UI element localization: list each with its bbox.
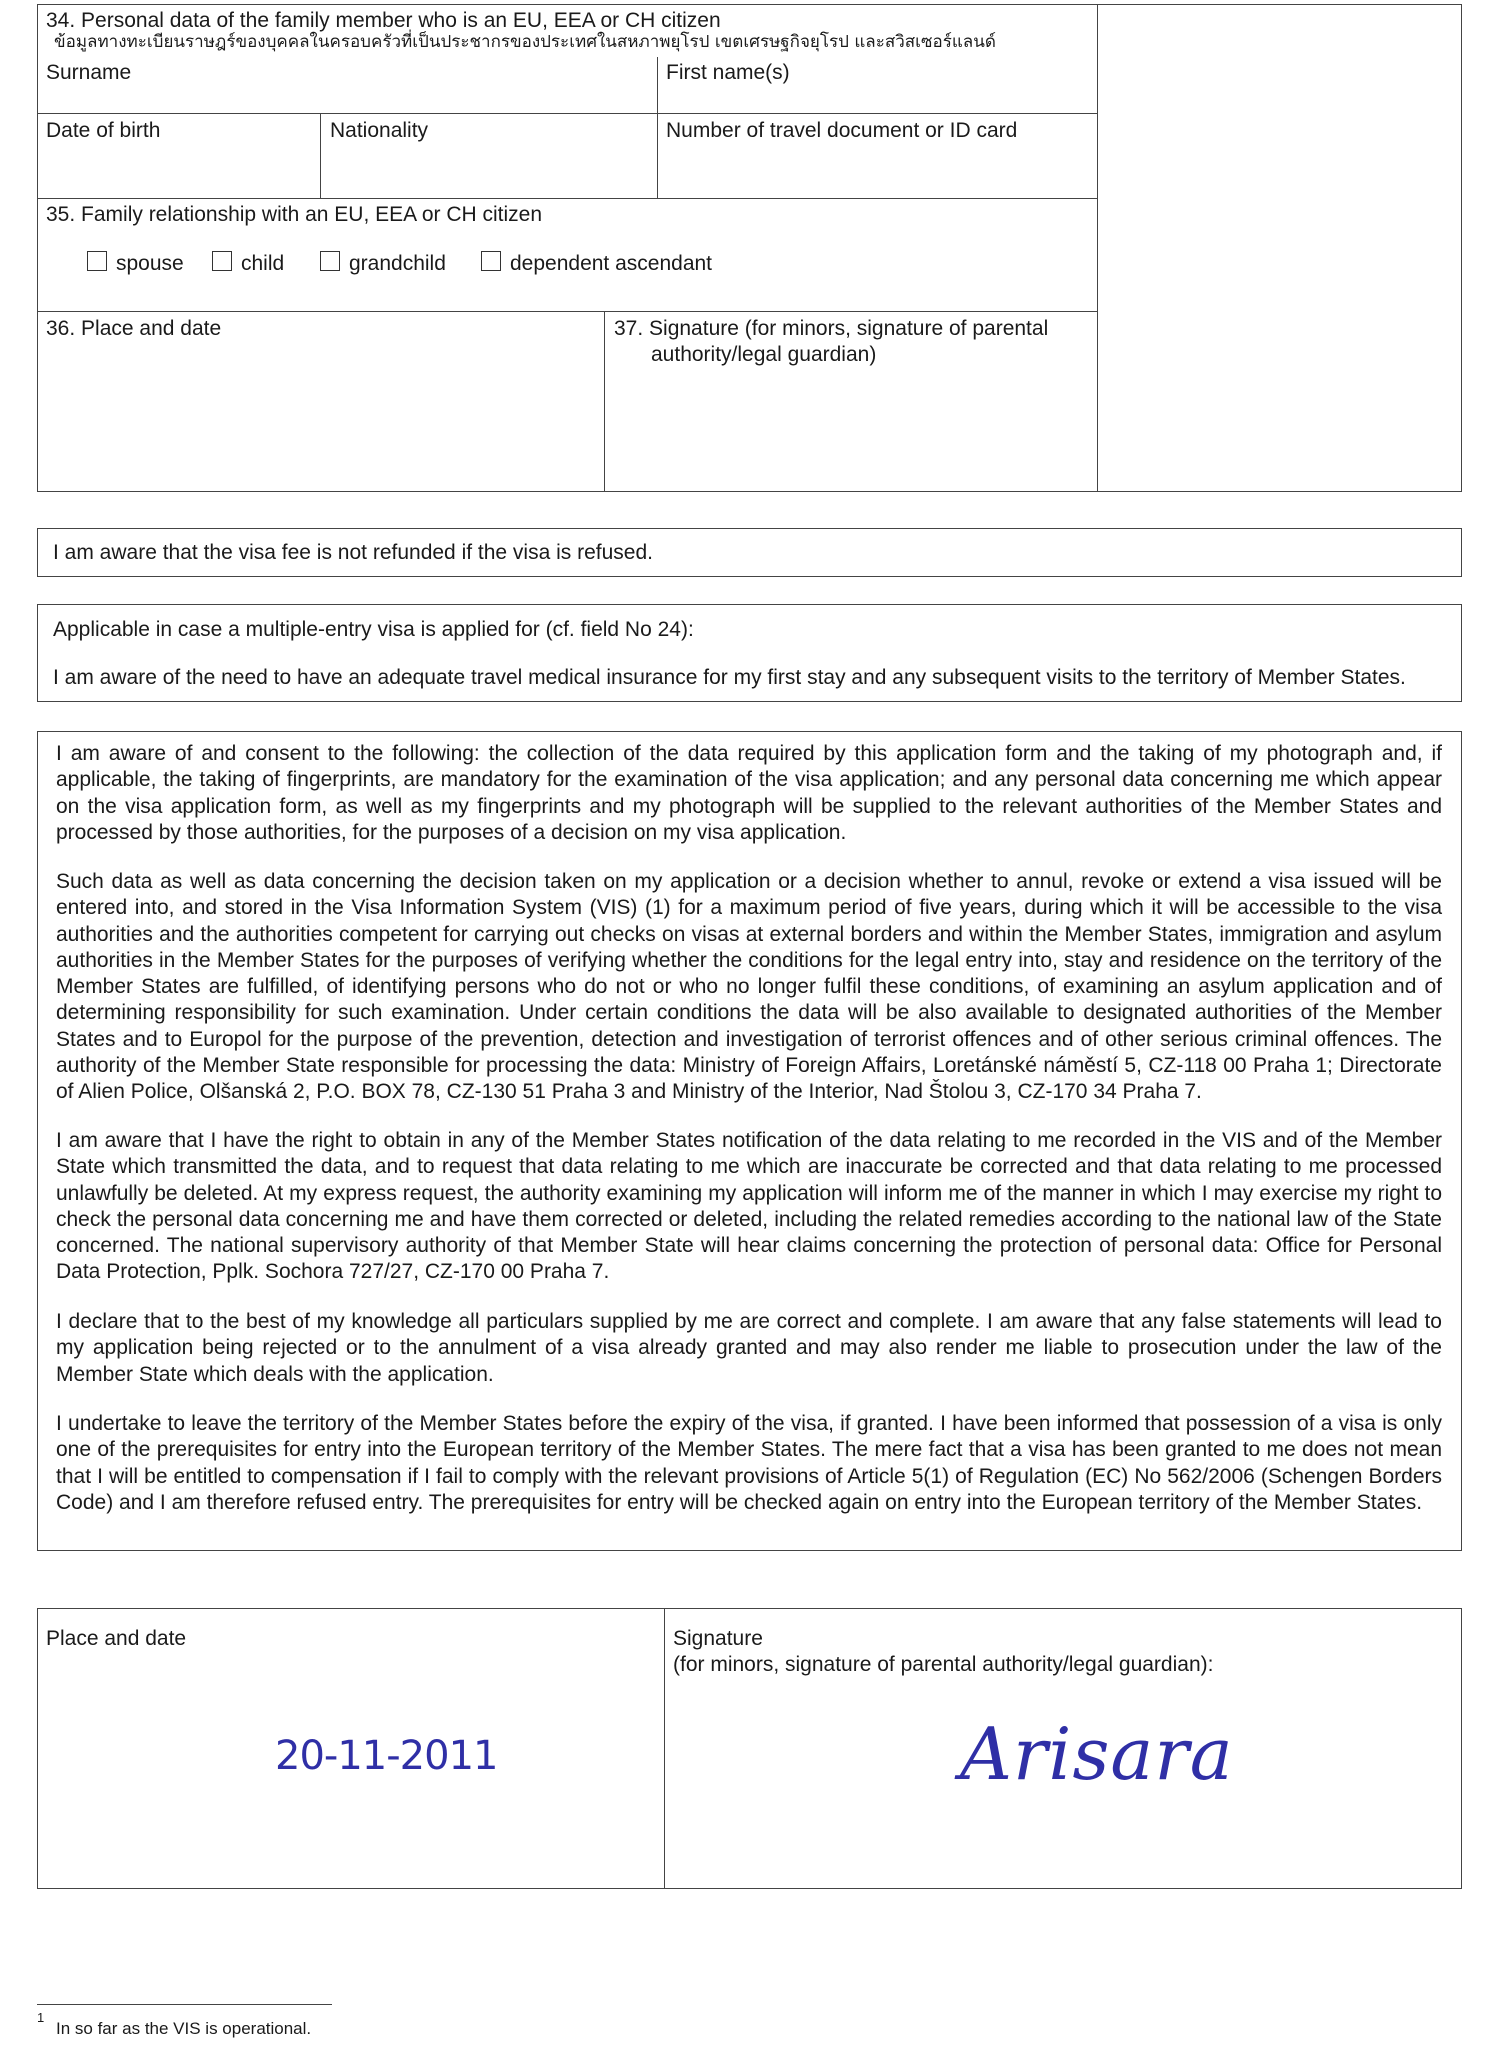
surname-label: Surname bbox=[46, 61, 132, 84]
footnote-marker: 1 bbox=[37, 2010, 45, 2025]
row-divider-2 bbox=[37, 198, 1097, 199]
multiple-entry-line2: I am aware of the need to have an adequate travel medical insurance for my first stay and any subsequent visits to the territory of Member States. bbox=[53, 666, 1406, 689]
footnote-rule bbox=[37, 2004, 332, 2005]
dob-nationality-divider bbox=[320, 113, 321, 198]
nationality-label: Nationality bbox=[330, 119, 429, 142]
nationality-field[interactable] bbox=[324, 146, 654, 194]
spouse-checkbox[interactable] bbox=[87, 251, 107, 271]
declaration-paragraph-departure: I undertake to leave the territory of the Member States before the expiry of the visa, if granted. I have been informed that possession of a visa is only one of the prerequisites for entry into the European territory of the Member States. The mere fact that a visa has been granted to me does not mean that I will be entitled to compensation if I fail to comply with the relevant provisions of Article 5(1) of Regulation (EC) No 562/2006 (Schengen Borders Code) and I am therefore refused entry. The prerequisites for entry will be checked again on entry into the European territory of the Member States. bbox=[56, 1412, 1442, 1514]
signature-37-label-line1: 37. Signature (for minors, signature of parental bbox=[614, 317, 1049, 340]
child-checkbox[interactable] bbox=[212, 251, 232, 271]
place-signature-divider bbox=[604, 311, 605, 492]
right-column-divider bbox=[1097, 4, 1098, 492]
final-signature-divider bbox=[664, 1608, 665, 1889]
travel-doc-label: Number of travel document or ID card bbox=[666, 119, 1018, 142]
surname-field[interactable] bbox=[40, 84, 652, 110]
signature-37-field[interactable] bbox=[608, 372, 1093, 488]
dependent-ascendant-checkbox[interactable] bbox=[481, 251, 501, 271]
child-option-label: child bbox=[241, 252, 285, 275]
declaration-paragraph-truthfulness: I declare that to the best of my knowledge all particulars supplied by me are correct and complete. I am aware that any false statements will lead to my application being rejected or to the annulment of a visa already granted and may also render me liable to prosecution under the law of the Member State which deals with the application. bbox=[56, 1310, 1442, 1386]
travel-doc-field[interactable] bbox=[662, 146, 1092, 194]
dob-label: Date of birth bbox=[46, 119, 161, 142]
family-section-heading-thai: ข้อมูลทางทะเบียนราษฎร์ของบุคคลในครอบครัวที่เป็นประชากรของประเทศในสหภาพยุโรป เขตเศรษฐกิจยุโรป และสวิสเซอร์แลนด์ bbox=[54, 32, 996, 52]
visa-fee-notice: I am aware that the visa fee is not refunded if the visa is refused. bbox=[53, 541, 653, 564]
first-name-field[interactable] bbox=[662, 84, 1092, 110]
signature-37-label-line2: authority/legal guardian) bbox=[651, 343, 877, 366]
handwritten-signature: Arisara bbox=[960, 1712, 1234, 1796]
grandchild-option-label: grandchild bbox=[349, 252, 446, 275]
declaration-paragraph-vis-storage: Such data as well as data concerning the decision taken on my application or a decision whether to annul, revoke or extend a visa issued will be entered into, and stored in the Visa Information System (VIS) (1) for a maximum period of five years, during which it will be accessible to the visa authorities and the authorities competent for carrying out checks on visas at external borders and within the Member States, immigration and asylum authorities in the Member States for the purposes of verifying whether the conditions for the legal entry into, stay and residence on the territory of the Member States are fulfilled, of identifying persons who do not or who no longer fulfil these conditions, of examining an asylum application and of determining responsibility for such examination. Under certain conditions the data will be also available to designated authorities of the Member States and to Europol for the purpose of the prevention, detection and investigation of terrorist offences and of other serious criminal offences. The authority of the Member State responsible for processing the data: Ministry of Foreign Affairs, Loretánské náměstí 5, CZ-118 00 Praha 1; Directorate of Alien Police, Olšanská 2, P.O. BOX 78, CZ-130 51 Praha 3 and Ministry of the Interior, Nad Štolou 3, CZ-170 34 Praha 7. bbox=[56, 870, 1442, 1104]
family-section-heading: 34. Personal data of the family member who is an EU, EEA or CH citizen bbox=[46, 9, 721, 32]
place-date-36-field[interactable] bbox=[40, 346, 600, 488]
surname-firstname-divider bbox=[657, 57, 658, 198]
dependent-ascendant-option-label: dependent ascendant bbox=[510, 252, 713, 275]
spouse-option-label: spouse bbox=[116, 252, 184, 275]
final-signature-label: Signature bbox=[673, 1627, 763, 1650]
multiple-entry-line1: Applicable in case a multiple-entry visa is applied for (cf. field No 24): bbox=[53, 618, 694, 641]
final-place-date-label: Place and date bbox=[46, 1627, 187, 1650]
footnote-text: In so far as the VIS is operational. bbox=[56, 2019, 312, 2038]
declaration-paragraph-rights: I am aware that I have the right to obtain in any of the Member States notification of the data relating to me recorded in the VIS and of the Member State which transmitted the data, and to request that data relating to me which are inaccurate be corrected and that data relating to me processed unlawfully be deleted. At my express request, the authority examining my application will inform me of the manner in which I may exercise my right to check the personal data concerning me and have them corrected or deleted, including the related remedies according to the national law of the State concerned. The national supervisory authority of that Member State will hear claims concerning the protection of personal data: Office for Personal Data Protection, Pplk. Sochora 727/27, CZ-170 00 Praha 7. bbox=[56, 1129, 1442, 1284]
first-name-label: First name(s) bbox=[666, 61, 790, 84]
grandchild-checkbox[interactable] bbox=[320, 251, 340, 271]
declaration-paragraph-consent: I am aware of and consent to the following: the collection of the data required by this application form and the taking of my photograph and, if applicable, the taking of fingerprints, are mandatory for the examination of the visa application; and any personal data concerning me which appear on the visa application form, as well as my fingerprints and my photograph will be supplied to the relevant authorities of the Member States and processed by those authorities, for the purposes of a decision on my visa application. bbox=[56, 742, 1442, 844]
final-signature-sublabel: (for minors, signature of parental authority/legal guardian): bbox=[673, 1653, 1214, 1676]
place-date-36-label: 36. Place and date bbox=[46, 317, 222, 340]
row-divider-3 bbox=[37, 311, 1097, 312]
relationship-heading: 35. Family relationship with an EU, EEA or CH citizen bbox=[46, 203, 543, 226]
row-divider-1 bbox=[37, 113, 1097, 114]
dob-field[interactable] bbox=[40, 146, 316, 194]
handwritten-date: 20-11-2011 bbox=[275, 1733, 498, 1779]
